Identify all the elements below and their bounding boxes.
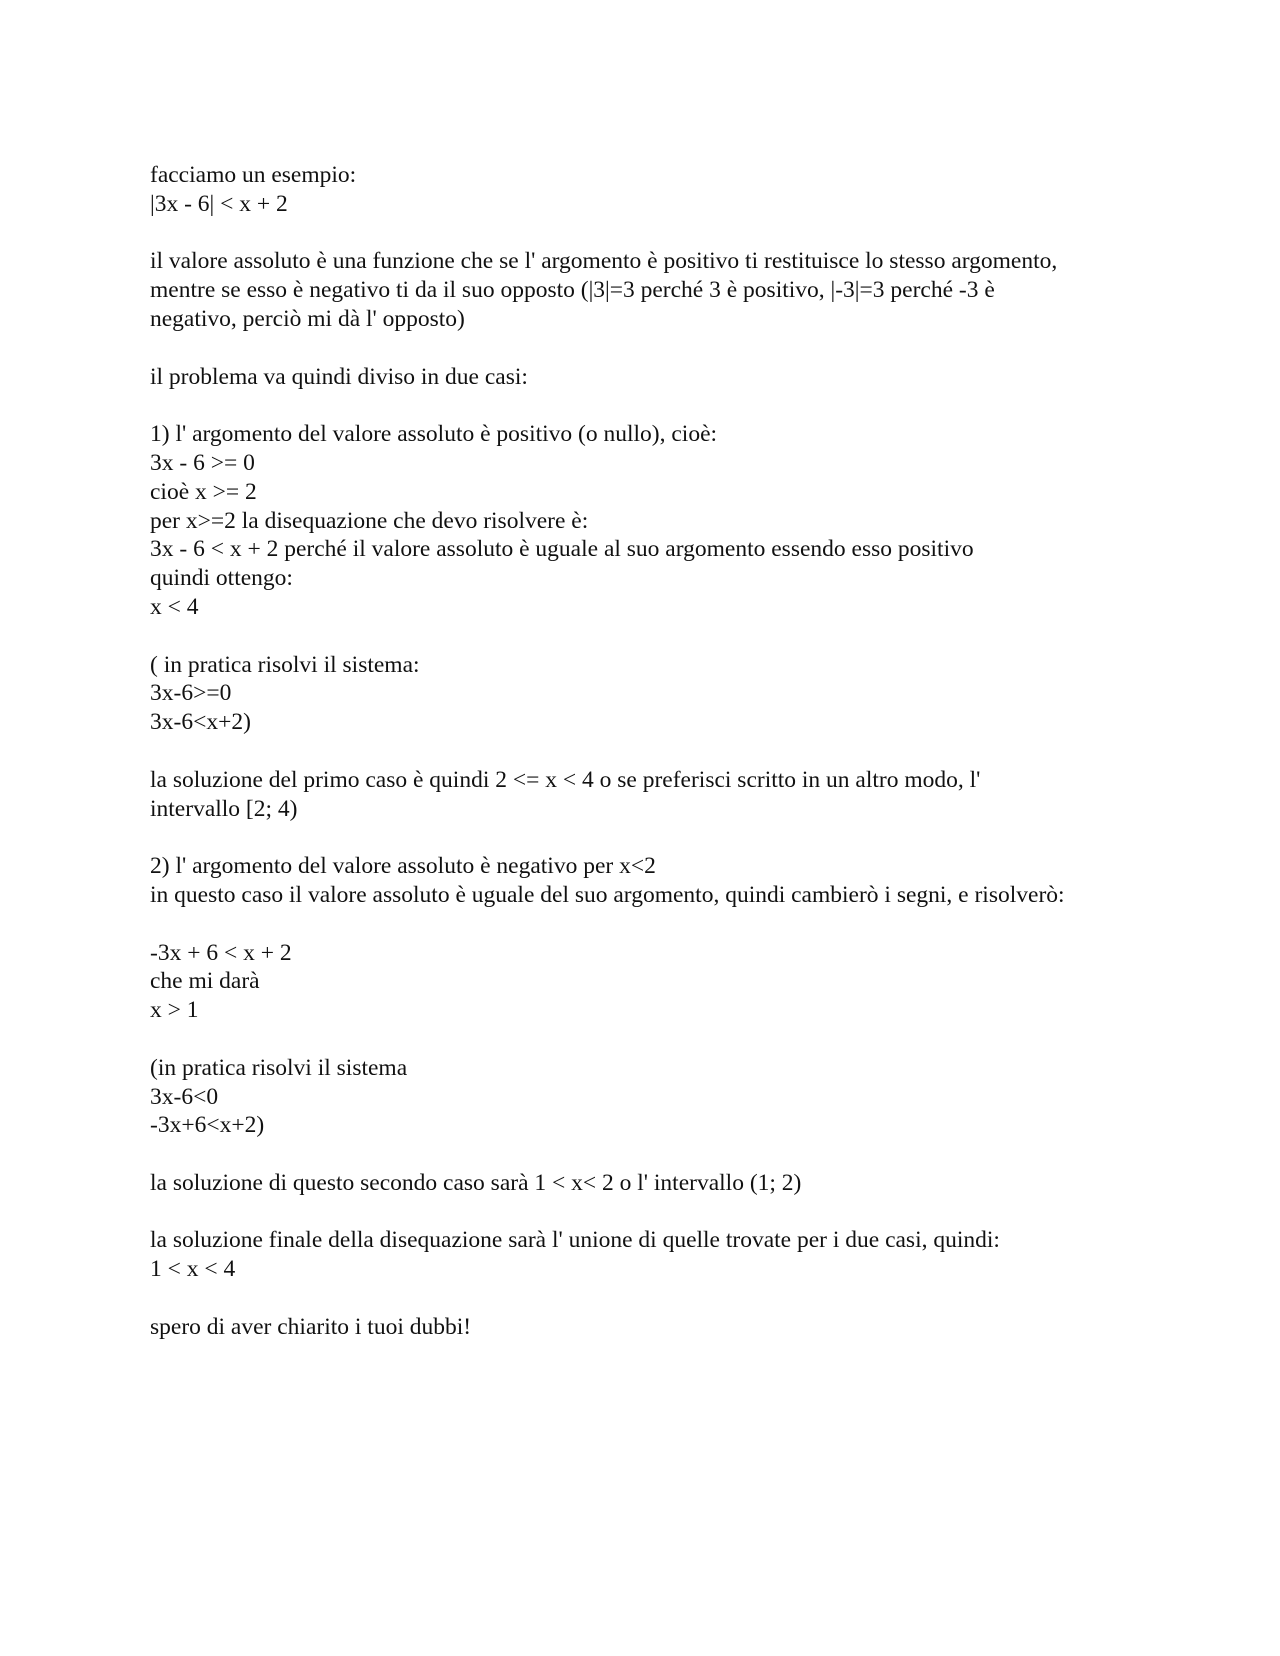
blank-line — [150, 1198, 1160, 1227]
text-line: x < 4 — [150, 593, 199, 620]
blank-line — [150, 737, 1160, 766]
text-line: per x>=2 la disequazione che devo risolvere è: — [150, 507, 589, 534]
text-line: 3x - 6 < x + 2 perché il valore assoluto è uguale al suo argomento essendo esso positivo — [150, 536, 974, 563]
text-line: la soluzione finale della disequazione sarà l' unione di quelle trovate per i due casi, quindi: — [150, 1227, 1000, 1254]
text-line: che mi darà — [150, 968, 260, 995]
blank-line — [150, 1025, 1160, 1054]
text-line: 3x - 6 >= 0 — [150, 449, 255, 476]
document-body — [150, 161, 1160, 1342]
blank-line — [150, 622, 1160, 651]
blank-line — [150, 1140, 1160, 1169]
text-line: mentre se esso è negativo ti da il suo opposto (|3|=3 perché 3 è positivo, |-3|=3 perché -3 è — [150, 277, 995, 304]
text-line: 1 < x < 4 — [150, 1256, 236, 1283]
text-line: 3x-6>=0 — [150, 680, 232, 707]
text-line: il problema va quindi diviso in due casi: — [150, 363, 528, 390]
text-line: spero di aver chiarito i tuoi dubbi! — [150, 1313, 472, 1340]
text-line: ( in pratica risolvi il sistema: — [150, 651, 420, 678]
text-line: 3x-6<0 — [150, 1083, 219, 1110]
text-line: 1) l' argomento del valore assoluto è positivo (o nullo), cioè: — [150, 421, 718, 448]
text-line: cioè x >= 2 — [150, 478, 257, 505]
text-line: quindi ottengo: — [150, 565, 293, 592]
text-line: negativo, perciò mi dà l' opposto) — [150, 305, 465, 332]
text-line: 2) l' argomento del valore assoluto è negativo per x<2 — [150, 853, 656, 880]
text-line: -3x+6<x+2) — [150, 1112, 265, 1139]
text-line: |3x - 6| < x + 2 — [150, 190, 288, 217]
blank-line — [150, 910, 1160, 939]
blank-line — [150, 391, 1160, 420]
text-line: x > 1 — [150, 997, 199, 1024]
blank-line — [150, 219, 1160, 248]
blank-line — [150, 1284, 1160, 1313]
text-line: il valore assoluto è una funzione che se l' argomento è positivo ti restituisce lo stesso argomento, — [150, 248, 1058, 275]
text-line: intervallo [2; 4) — [150, 795, 298, 822]
text-line: -3x + 6 < x + 2 — [150, 939, 292, 966]
text-line: (in pratica risolvi il sistema — [150, 1054, 408, 1081]
text-line: in questo caso il valore assoluto è uguale del suo argomento, quindi cambierò i segni, e risolverò: — [150, 881, 1065, 908]
blank-line — [150, 334, 1160, 363]
text-line: la soluzione del primo caso è quindi 2 <= x < 4 o se preferisci scritto in un altro modo, l' — [150, 766, 981, 793]
text-line: facciamo un esempio: — [150, 162, 357, 188]
blank-line — [150, 823, 1160, 852]
text-line: la soluzione di questo secondo caso sarà 1 < x< 2 o l' intervallo (1; 2) — [150, 1169, 802, 1196]
text-line: 3x-6<x+2) — [150, 709, 251, 736]
